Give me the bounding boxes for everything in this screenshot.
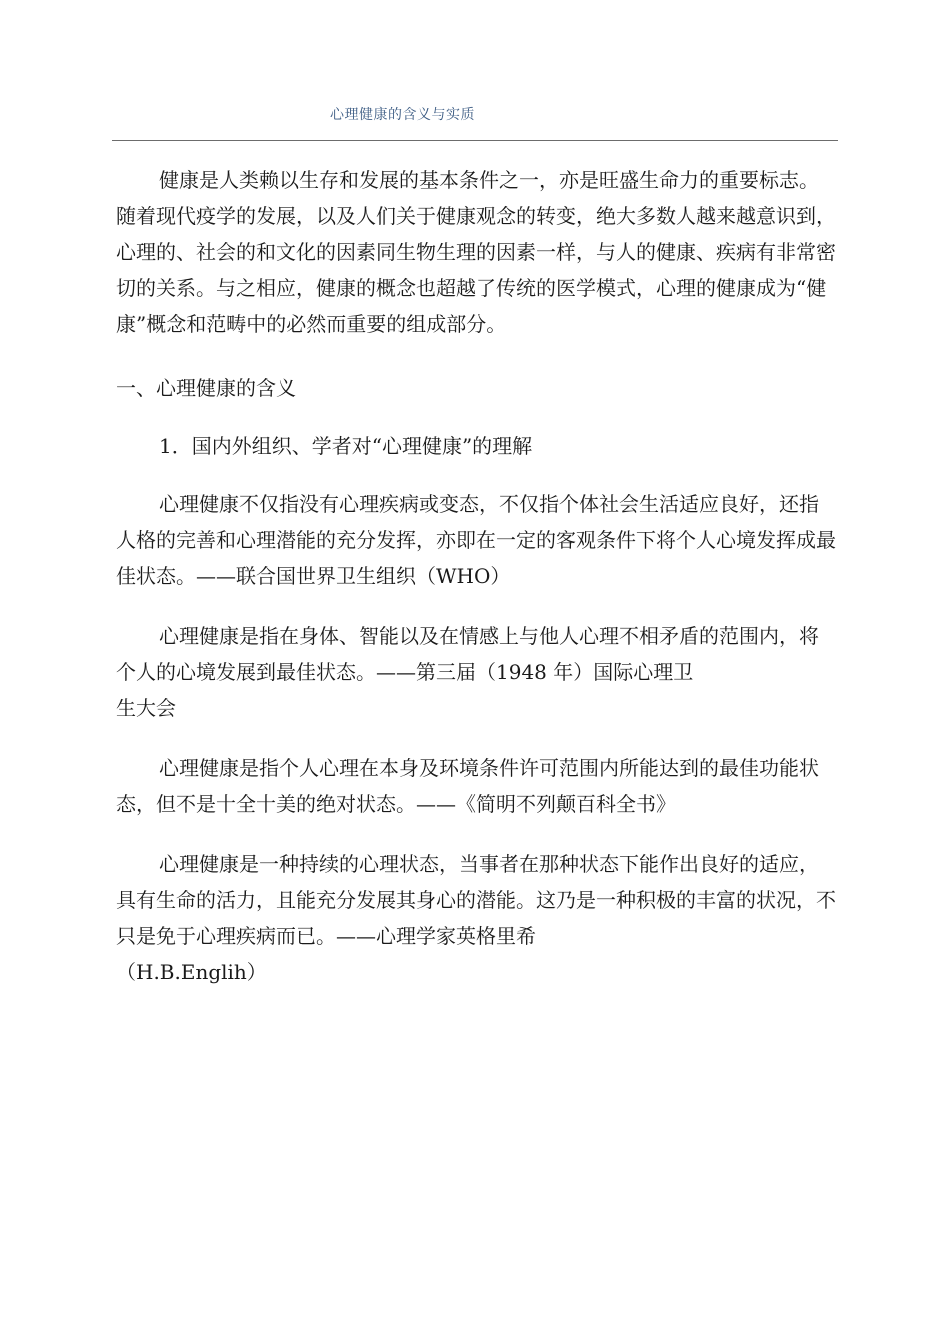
definition-english-line2: （H.B.Englih） [116,960,267,984]
definition-english-line1: 心理健康是一种持续的心理状态，当事者在那种状态下能作出良好的适应，具有生命的活力，且能充分发展其身心的潜能。这乃是一种积极的丰富的状况，不只是免于心理疾病而已。——心理学家英格里希 [116,852,836,948]
definition-congress [116,618,836,726]
definition-britannica: 心理健康是指个人心理在本身及环境条件许可范围内所能达到的最佳功能状态，但不是十全十美的绝对状态。——《简明不列颠百科全书》 [116,756,819,816]
definition-congress-line2: 生大会 [116,696,176,720]
definition-english [116,846,836,990]
definition-who: 心理健康不仅指没有心理疾病或变态，不仅指个体社会生活适应良好，还指人格的完善和心理潜能的充分发挥，亦即在一定的客观条件下将个人心境发挥成最佳状态。——联合国世界卫生组织（WHO） [116,492,836,588]
section-heading: 一、心理健康的含义 [116,376,296,400]
running-header-title: 心理健康的含义与实质 [330,107,475,123]
definition-congress-line1: 心理健康是指在身体、智能以及在情感上与他人心理不相矛盾的范围内，将个人的心境发展到最佳状态。——第三届（1948 年）国际心理卫 [116,624,819,684]
subsection-heading: 1．国内外组织、学者对“心理健康”的理解 [159,434,533,458]
document-body [116,162,836,990]
intro-paragraph: 健康是人类赖以生存和发展的基本条件之一，亦是旺盛生命力的重要标志。随着现代疫学的发展，以及人们关于健康观念的转变，绝大多数人越来越意识到，心理的、社会的和文化的因素同生物生理的因素一样，与人的健康、疾病有非常密切的关系。与之相应，健康的概念也超越了传统的医学模式，心理的健康成为“健康”概念和范畴中的必然而重要的组成部分。 [116,168,836,336]
header-divider [112,140,838,141]
